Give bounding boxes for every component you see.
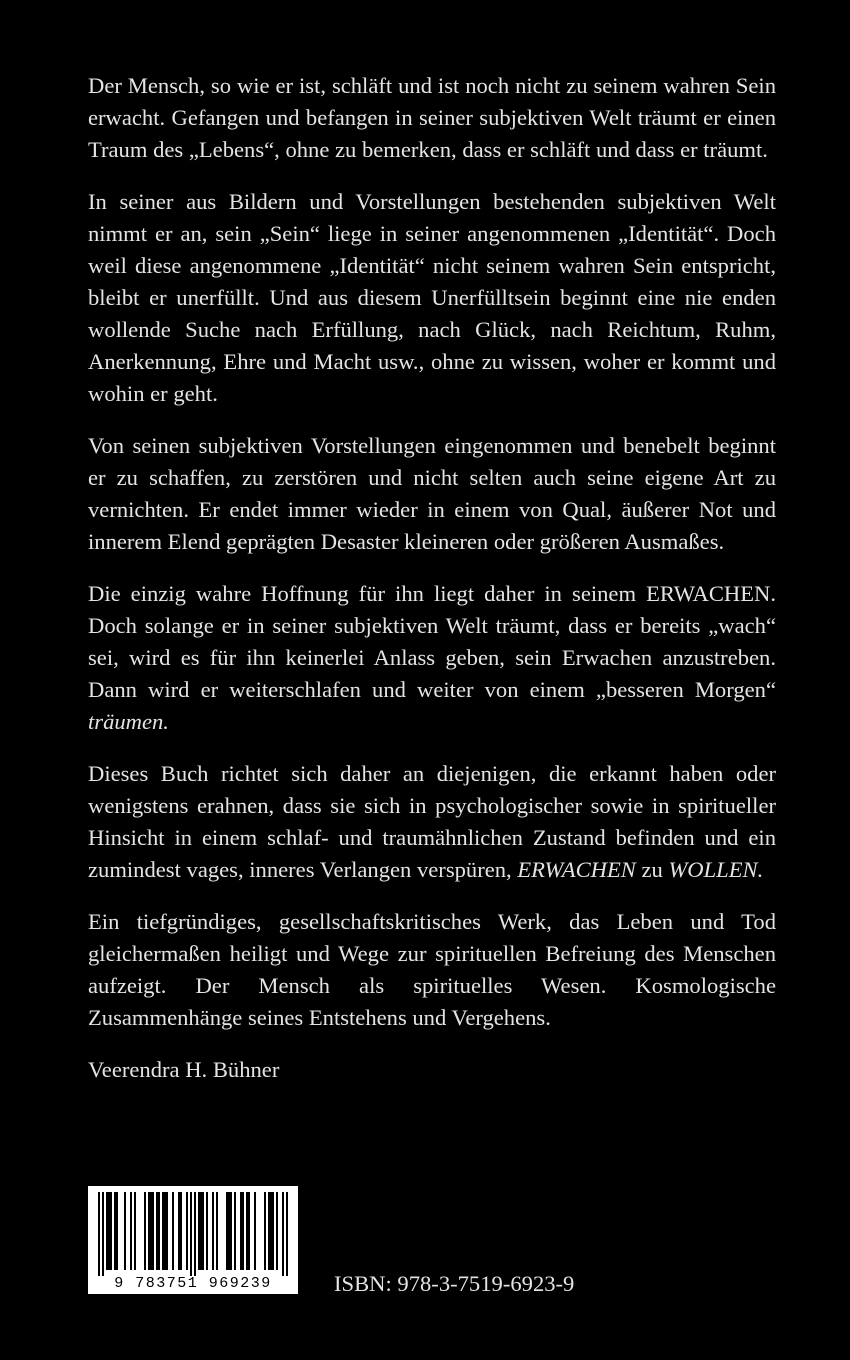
barcode-bar — [116, 1192, 118, 1270]
barcode-bar — [178, 1192, 180, 1270]
barcode-bar — [206, 1192, 208, 1270]
barcode-bar — [230, 1192, 232, 1270]
barcode-bar — [124, 1192, 126, 1270]
barcode-bar — [172, 1192, 174, 1270]
barcode-bar — [234, 1192, 236, 1270]
barcode-bar — [148, 1192, 150, 1270]
barcode-graphic — [88, 1186, 298, 1294]
barcode-bar — [144, 1192, 146, 1270]
barcode-bar — [282, 1192, 284, 1276]
blurb-paragraph-3 — [88, 430, 776, 558]
blurb-paragraph-5 — [88, 758, 776, 886]
blurb-paragraph-6 — [88, 906, 776, 1034]
barcode-bar — [98, 1192, 100, 1276]
emphasis-erwachen: ERWACHEN — [517, 857, 636, 882]
barcode-bar — [242, 1192, 244, 1270]
barcode-bar — [246, 1192, 248, 1270]
barcode-bar — [190, 1192, 192, 1276]
barcode-bar — [150, 1192, 152, 1270]
barcode-bar — [226, 1192, 228, 1270]
barcode-bar — [264, 1192, 266, 1270]
isbn-barcode — [88, 1186, 298, 1294]
paragraph-text: zu — [635, 857, 669, 882]
barcode-bar — [108, 1192, 110, 1270]
barcode-bar — [102, 1192, 104, 1276]
barcode-bar — [110, 1192, 112, 1270]
barcode-bar — [212, 1192, 214, 1270]
barcode-bar — [162, 1192, 164, 1270]
barcode-bar — [228, 1192, 230, 1270]
blurb-paragraph-1 — [88, 70, 776, 166]
barcode-bar — [134, 1192, 136, 1270]
blurb-text — [88, 70, 776, 1086]
barcode-bar — [254, 1192, 256, 1270]
blurb-paragraph-2 — [88, 186, 776, 410]
barcode-bar — [198, 1192, 200, 1270]
paragraph-text: In seiner aus Bildern und Vorstellungen bestehenden subjektiven Welt nimmt er an, sein „Sein“ liege in seiner angenommenen „Identität“. Doch weil diese angenommene „Identität“ nicht seinem wahren Sein entspricht, bleibt er unerfüllt. Und aus diesem Unerfülltsein beginnt eine nie enden wollende Suche nach Erfüllung, nach Glück, nach Reichtum, Ruhm, Anerkennung, Ehre und Macht usw., ohne zu wissen, woher er kommt und wohin er geht. — [88, 189, 776, 406]
barcode-bar — [268, 1192, 270, 1270]
barcode-bar — [130, 1192, 132, 1270]
paragraph-text: Dieses Buch richtet sich daher an diejenigen, die erkannt haben oder wenigstens erahnen, dass sie sich in psychologischer sowie in spiritueller Hinsicht in einem schlaf- und traumähnlichen Zustand befinden und ein zumindest vages, inneres Verlangen verspüren, — [88, 761, 776, 882]
barcode-digits: 9 783751 969239 — [114, 1275, 272, 1292]
barcode-bar — [202, 1192, 204, 1270]
barcode-bar — [158, 1192, 160, 1270]
barcode-bar — [200, 1192, 202, 1270]
paragraph-text: Von seinen subjektiven Vorstellungen eingenommen und benebelt beginnt er zu schaffen, zu zerstören und nicht selten auch seine eigene Art zu vernichten. Er endet immer wieder in einem von Qual, äußerer Not und innerem Elend geprägten Desaster kleineren oder größeren Ausmaßes. — [88, 433, 776, 554]
emphasis-wollen: WOLLEN. — [668, 857, 764, 882]
barcode-bar — [166, 1192, 168, 1270]
barcode-bar — [152, 1192, 154, 1270]
paragraph-text: Die einzig wahre Hoffnung für ihn liegt daher in seinem ERWACHEN. Doch solange er in seiner subjektiven Welt träumt, dass er bereits „wach“ sei, wird es für ihn keinerlei Anlass geben, sein Erwachen anzustreben. Dann wird er weiterschlafen und weiter von einem „besseren Morgen“ — [88, 581, 776, 702]
emphasis-traeumen: träumen. — [88, 709, 169, 734]
barcode-bar — [180, 1192, 182, 1270]
barcode-bar — [164, 1192, 166, 1270]
barcode-bar — [286, 1192, 288, 1276]
barcode-bars — [98, 1192, 288, 1276]
barcode-bar — [216, 1192, 218, 1270]
barcode-bar — [114, 1192, 116, 1270]
blurb-paragraph-4 — [88, 578, 776, 738]
paragraph-text: Ein tiefgründiges, gesellschaftskritisches Werk, das Leben und Tod gleichermaßen heiligt und Wege zur spirituellen Befreiung des Menschen aufzeigt. Der Mensch als spirituelles Wesen. Kosmologische Zusammenhänge seines Entstehens und Vergehens. — [88, 909, 776, 1030]
barcode-bar — [106, 1192, 108, 1270]
paragraph-text: Der Mensch, so wie er ist, schläft und ist noch nicht zu seinem wahren Sein erwacht. Gefangen und befangen in seiner subjektiven Welt träumt er einen Traum des „Lebens“, ohne zu bemerken, dass er schläft und dass er träumt. — [88, 73, 776, 162]
barcode-bar — [240, 1192, 242, 1270]
barcode-bar — [248, 1192, 250, 1270]
barcode-bar — [156, 1192, 158, 1270]
barcode-bar — [194, 1192, 196, 1276]
barcode-bar — [270, 1192, 272, 1270]
author-name: Veerendra H. Bühner — [88, 1057, 280, 1082]
barcode-bar — [186, 1192, 188, 1270]
barcode-bar — [276, 1192, 278, 1270]
barcode-bar — [272, 1192, 274, 1270]
isbn-number: ISBN: 978-3-7519-6923-9 — [334, 1271, 575, 1296]
